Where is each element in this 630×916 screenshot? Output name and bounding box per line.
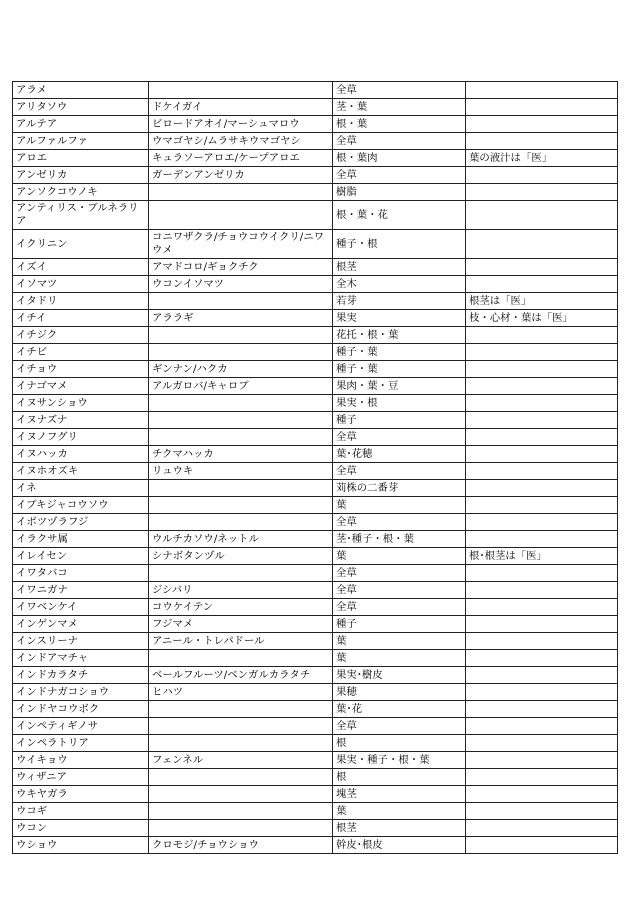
note-cell <box>466 582 618 599</box>
alias-cell <box>149 184 333 201</box>
alias-cell: ウマゴヤシ/ムラサキウマゴヤシ <box>149 133 333 150</box>
plant-name-cell: イワタバコ <box>13 565 149 582</box>
table-row <box>13 752 618 769</box>
alias-cell <box>149 480 333 497</box>
plant-name-cell: イソマツ <box>13 276 149 293</box>
plant-name-cell: イナゴマメ <box>13 378 149 395</box>
table-row <box>13 650 618 667</box>
note-cell <box>466 667 618 684</box>
note-cell <box>466 446 618 463</box>
note-cell <box>466 497 618 514</box>
plant-name-cell: アルテア <box>13 116 149 133</box>
note-cell <box>466 735 618 752</box>
table-row <box>13 184 618 201</box>
alias-cell <box>149 327 333 344</box>
part-used-cell: 種子 <box>333 412 466 429</box>
plant-name-cell: インドカラタチ <box>13 667 149 684</box>
table-row <box>13 133 618 150</box>
note-cell <box>466 650 618 667</box>
note-cell <box>466 259 618 276</box>
note-cell <box>466 786 618 803</box>
plant-name-cell: イチジク <box>13 327 149 344</box>
note-cell <box>466 429 618 446</box>
plant-name-cell: イヌノフグリ <box>13 429 149 446</box>
table-row <box>13 820 618 837</box>
table-row <box>13 497 618 514</box>
table-row <box>13 701 618 718</box>
alias-cell <box>149 565 333 582</box>
part-used-cell: 塊茎 <box>333 786 466 803</box>
part-used-cell: 葉 <box>333 803 466 820</box>
plant-name-cell: アラメ <box>13 82 149 99</box>
part-used-cell: 幹皮･根皮 <box>333 837 466 854</box>
note-cell <box>466 201 618 230</box>
note-cell <box>466 395 618 412</box>
part-used-cell: 花托・根・葉 <box>333 327 466 344</box>
note-cell <box>466 230 618 259</box>
plant-name-cell: ウコン <box>13 820 149 837</box>
plant-name-cell: インペラトリア <box>13 735 149 752</box>
plant-name-cell: インドヤコウボク <box>13 701 149 718</box>
table-row <box>13 344 618 361</box>
alias-cell <box>149 497 333 514</box>
alias-cell: ヒハツ <box>149 684 333 701</box>
plant-name-cell: アンゼリカ <box>13 167 149 184</box>
plant-name-cell: イヌホオズキ <box>13 463 149 480</box>
plant-name-cell: イブキジャコウソウ <box>13 497 149 514</box>
table-row <box>13 276 618 293</box>
part-used-cell: 根・葉 <box>333 116 466 133</box>
alias-cell <box>149 718 333 735</box>
note-cell <box>466 327 618 344</box>
table-row <box>13 429 618 446</box>
plant-name-cell: イヌハッカ <box>13 446 149 463</box>
part-used-cell: 茎・葉 <box>333 99 466 116</box>
plant-name-cell: イクリニン <box>13 230 149 259</box>
plant-name-cell: インドナガコショウ <box>13 684 149 701</box>
note-cell <box>466 565 618 582</box>
alias-cell <box>149 514 333 531</box>
table-row <box>13 116 618 133</box>
alias-cell: コウケイテン <box>149 599 333 616</box>
part-used-cell: 樹脂 <box>333 184 466 201</box>
part-used-cell: 根・葉肉 <box>333 150 466 167</box>
note-cell <box>466 133 618 150</box>
table-row <box>13 259 618 276</box>
plant-name-cell: イタドリ <box>13 293 149 310</box>
plant-name-cell: アルファルファ <box>13 133 149 150</box>
plant-name-cell: イボツヅラフジ <box>13 514 149 531</box>
note-cell <box>466 514 618 531</box>
note-cell <box>466 633 618 650</box>
part-used-cell: 果実 <box>333 310 466 327</box>
note-cell <box>466 718 618 735</box>
alias-cell: ビロードアオイ/マーシュマロウ <box>149 116 333 133</box>
alias-cell <box>149 429 333 446</box>
plant-name-cell: インゲンマメ <box>13 616 149 633</box>
note-cell <box>466 167 618 184</box>
alias-cell: ベールフルーツ/ベンガルカラタチ <box>149 667 333 684</box>
alias-cell <box>149 82 333 99</box>
plant-name-cell: イズイ <box>13 259 149 276</box>
note-cell <box>466 769 618 786</box>
alias-cell: アマドコロ/ギョクチク <box>149 259 333 276</box>
part-used-cell: 葉 <box>333 633 466 650</box>
table-row <box>13 684 618 701</box>
alias-cell <box>149 395 333 412</box>
part-used-cell: 全草 <box>333 599 466 616</box>
alias-cell: リュウキ <box>149 463 333 480</box>
part-used-cell: 根茎 <box>333 259 466 276</box>
plant-name-cell: インドアマチャ <box>13 650 149 667</box>
table-row <box>13 201 618 230</box>
plant-name-cell: イワベンケイ <box>13 599 149 616</box>
part-used-cell: 種子・葉 <box>333 344 466 361</box>
part-used-cell: 全草 <box>333 718 466 735</box>
plant-name-cell: アリタソウ <box>13 99 149 116</box>
table-row <box>13 548 618 565</box>
table-row <box>13 327 618 344</box>
note-cell <box>466 531 618 548</box>
note-cell <box>466 276 618 293</box>
part-used-cell: 根 <box>333 735 466 752</box>
part-used-cell: 果実･樹皮 <box>333 667 466 684</box>
alias-cell: クロモジ/チョウショウ <box>149 837 333 854</box>
note-cell <box>466 684 618 701</box>
table-row <box>13 837 618 854</box>
part-used-cell: 茎･種子・根・葉 <box>333 531 466 548</box>
plant-name-cell: ウィザニア <box>13 769 149 786</box>
alias-cell: アララギ <box>149 310 333 327</box>
note-cell <box>466 378 618 395</box>
part-used-cell: 全草 <box>333 82 466 99</box>
alias-cell <box>149 820 333 837</box>
plant-name-cell: イチイ <box>13 310 149 327</box>
table-row <box>13 531 618 548</box>
alias-cell: シナボタンヅル <box>149 548 333 565</box>
alias-cell: ギンナン/ハクカ <box>149 361 333 378</box>
table-row <box>13 150 618 167</box>
alias-cell <box>149 769 333 786</box>
part-used-cell: 種子 <box>333 616 466 633</box>
part-used-cell: 葉 <box>333 548 466 565</box>
alias-cell: ガーデンアンゼリカ <box>149 167 333 184</box>
part-used-cell: 全草 <box>333 429 466 446</box>
plant-name-cell: イネ <box>13 480 149 497</box>
note-cell <box>466 82 618 99</box>
plant-name-cell: イヌナズナ <box>13 412 149 429</box>
alias-cell: ドケイガイ <box>149 99 333 116</box>
note-cell <box>466 599 618 616</box>
note-cell <box>466 837 618 854</box>
table-row <box>13 769 618 786</box>
alias-cell <box>149 735 333 752</box>
plant-name-cell: アロエ <box>13 150 149 167</box>
plant-name-cell: アンソクコウノキ <box>13 184 149 201</box>
alias-cell: ウルチカソウ/ネットル <box>149 531 333 548</box>
part-used-cell: 全草 <box>333 514 466 531</box>
alias-cell: フェンネル <box>149 752 333 769</box>
alias-cell <box>149 701 333 718</box>
part-used-cell: 全草 <box>333 167 466 184</box>
plant-name-cell: ウコギ <box>13 803 149 820</box>
alias-cell <box>149 650 333 667</box>
part-used-cell: 種子・葉 <box>333 361 466 378</box>
table-row <box>13 803 618 820</box>
table-row <box>13 99 618 116</box>
note-cell <box>466 752 618 769</box>
plant-name-cell: イレイセン <box>13 548 149 565</box>
table-row <box>13 167 618 184</box>
part-used-cell: 果穂 <box>333 684 466 701</box>
part-used-cell: 果実・種子・根・葉 <box>333 752 466 769</box>
alias-cell: アルガロバ/キャロブ <box>149 378 333 395</box>
table-row <box>13 480 618 497</box>
plant-name-cell: インペティギノサ <box>13 718 149 735</box>
part-used-cell: 葉 <box>333 650 466 667</box>
table-row <box>13 599 618 616</box>
table-row <box>13 514 618 531</box>
note-cell: 根茎は「医」 <box>466 293 618 310</box>
part-used-cell: 根茎 <box>333 820 466 837</box>
table-row <box>13 361 618 378</box>
part-used-cell: 全草 <box>333 582 466 599</box>
table-row <box>13 718 618 735</box>
note-cell <box>466 99 618 116</box>
note-cell <box>466 480 618 497</box>
note-cell <box>466 412 618 429</box>
table-row <box>13 310 618 327</box>
herb-table <box>12 81 618 854</box>
table-row <box>13 412 618 429</box>
alias-cell <box>149 786 333 803</box>
note-cell: 葉の液汁は「医」 <box>466 150 618 167</box>
table-row <box>13 395 618 412</box>
table-row <box>13 446 618 463</box>
alias-cell <box>149 412 333 429</box>
table-row <box>13 230 618 259</box>
table-row <box>13 565 618 582</box>
table-row <box>13 786 618 803</box>
plant-name-cell: イチビ <box>13 344 149 361</box>
table-row <box>13 667 618 684</box>
alias-cell: ジシバリ <box>149 582 333 599</box>
alias-cell <box>149 293 333 310</box>
table-row <box>13 378 618 395</box>
note-cell <box>466 616 618 633</box>
note-cell <box>466 116 618 133</box>
plant-name-cell: ウキヤガラ <box>13 786 149 803</box>
plant-name-cell: アンティリス・ブルネラリア <box>13 201 149 230</box>
part-used-cell: 葉･花 <box>333 701 466 718</box>
table-row <box>13 293 618 310</box>
alias-cell <box>149 344 333 361</box>
part-used-cell: 根・葉・花 <box>333 201 466 230</box>
part-used-cell: 根 <box>333 769 466 786</box>
alias-cell: チクマハッカ <box>149 446 333 463</box>
part-used-cell: 全草 <box>333 565 466 582</box>
table-row <box>13 582 618 599</box>
note-cell: 根･根茎は「医」 <box>466 548 618 565</box>
note-cell <box>466 463 618 480</box>
note-cell <box>466 701 618 718</box>
part-used-cell: 苅株の二番芽 <box>333 480 466 497</box>
alias-cell: フジマメ <box>149 616 333 633</box>
note-cell <box>466 820 618 837</box>
plant-name-cell: イラクサ属 <box>13 531 149 548</box>
table-row <box>13 82 618 99</box>
alias-cell: ウコンイソマツ <box>149 276 333 293</box>
note-cell <box>466 803 618 820</box>
alias-cell <box>149 803 333 820</box>
plant-name-cell: イチョウ <box>13 361 149 378</box>
part-used-cell: 若芽 <box>333 293 466 310</box>
part-used-cell: 全草 <box>333 463 466 480</box>
table-row <box>13 463 618 480</box>
plant-name-cell: イヌサンショウ <box>13 395 149 412</box>
note-cell <box>466 361 618 378</box>
part-used-cell: 全木 <box>333 276 466 293</box>
plant-name-cell: ウショウ <box>13 837 149 854</box>
table-row <box>13 735 618 752</box>
plant-name-cell: インスリーナ <box>13 633 149 650</box>
herb-table-body <box>13 82 618 854</box>
note-cell: 枝・心材・葉は「医」 <box>466 310 618 327</box>
part-used-cell: 果実・根 <box>333 395 466 412</box>
part-used-cell: 全草 <box>333 133 466 150</box>
alias-cell: コニワザクラ/チョウコウイクリ/ニワウメ <box>149 230 333 259</box>
plant-name-cell: イワニガナ <box>13 582 149 599</box>
plant-name-cell: ウイキョウ <box>13 752 149 769</box>
note-cell <box>466 344 618 361</box>
alias-cell: キュラソーアロエ/ケープアロエ <box>149 150 333 167</box>
part-used-cell: 種子・根 <box>333 230 466 259</box>
table-row <box>13 633 618 650</box>
alias-cell <box>149 201 333 230</box>
alias-cell: アニール・トレパドール <box>149 633 333 650</box>
part-used-cell: 果肉・葉・豆 <box>333 378 466 395</box>
note-cell <box>466 184 618 201</box>
part-used-cell: 葉･花穂 <box>333 446 466 463</box>
part-used-cell: 葉 <box>333 497 466 514</box>
table-row <box>13 616 618 633</box>
